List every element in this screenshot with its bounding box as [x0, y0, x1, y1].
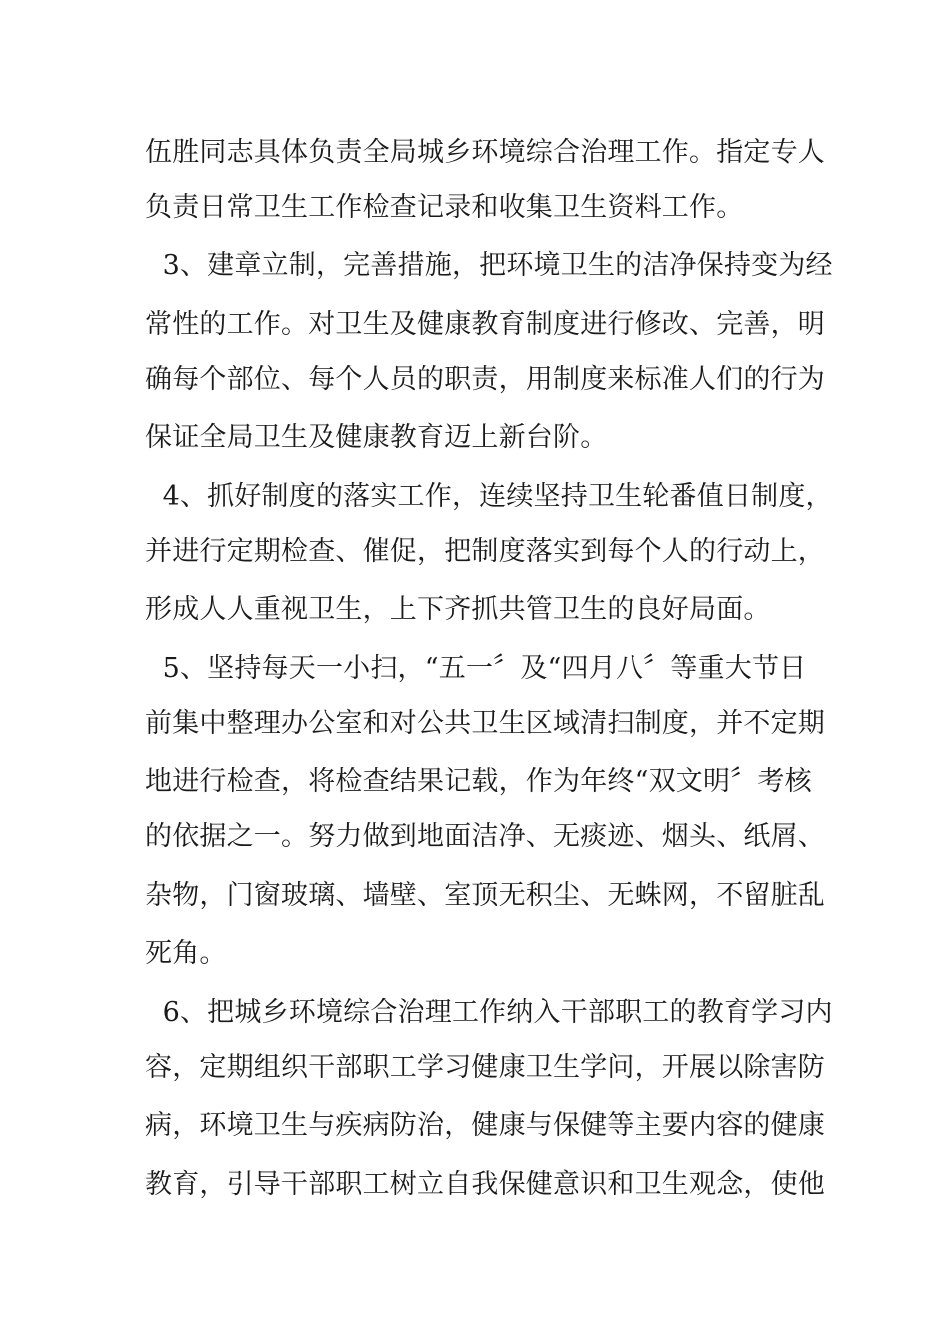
- text-line: 负责日常卫生工作检查记录和收集卫生资料工作。: [145, 192, 744, 223]
- text-line: 确每个部位、每个人员的职责，用制度来标准人们的行为: [145, 364, 825, 395]
- text-line: 容，定期组织干部职工学习健康卫生学问，开展以除害防: [145, 1052, 825, 1083]
- text-line: 3、建章立制，完善措施，把环境卫生的洁净保持变为经: [145, 250, 833, 281]
- text-line: 死角。: [145, 938, 227, 969]
- text-line: 杂物，门窗玻璃、墙壁、室顶无积尘、无蛛网，不留脏乱: [145, 880, 825, 911]
- text-line: 教育，引导干部职工树立自我保健意识和卫生观念，使他: [145, 1169, 825, 1200]
- text-line: 伍胜同志具体负责全局城乡环境综合治理工作。指定专人: [145, 137, 825, 168]
- text-line: 形成人人重视卫生，上下齐抓共管卫生的良好局面。: [145, 594, 771, 625]
- text-line: 前集中整理办公室和对公共卫生区域清扫制度，并不定期: [145, 708, 825, 739]
- text-line: 的依据之一。努力做到地面洁净、无痰迹、烟头、纸屑、: [145, 821, 825, 852]
- text-line: 保证全局卫生及健康教育迈上新台阶。: [145, 422, 608, 453]
- text-line: 常性的工作。对卫生及健康教育制度进行修改、完善，明: [145, 309, 825, 340]
- text-line: 6、把城乡环境综合治理工作纳入干部职工的教育学习内: [145, 997, 833, 1028]
- text-line: 5、坚持每天一小扫，“五一〞及“四月八〞等重大节日: [145, 653, 807, 684]
- text-line: 地进行检查，将检查结果记载，作为年终“双文明〞考核: [145, 766, 812, 797]
- text-line: 病，环境卫生与疾病防治，健康与保健等主要内容的健康: [145, 1110, 825, 1141]
- text-line: 4、抓好制度的落实工作，连续坚持卫生轮番值日制度，: [145, 481, 833, 512]
- text-line: 并进行定期检查、催促，把制度落实到每个人的行动上，: [145, 536, 825, 567]
